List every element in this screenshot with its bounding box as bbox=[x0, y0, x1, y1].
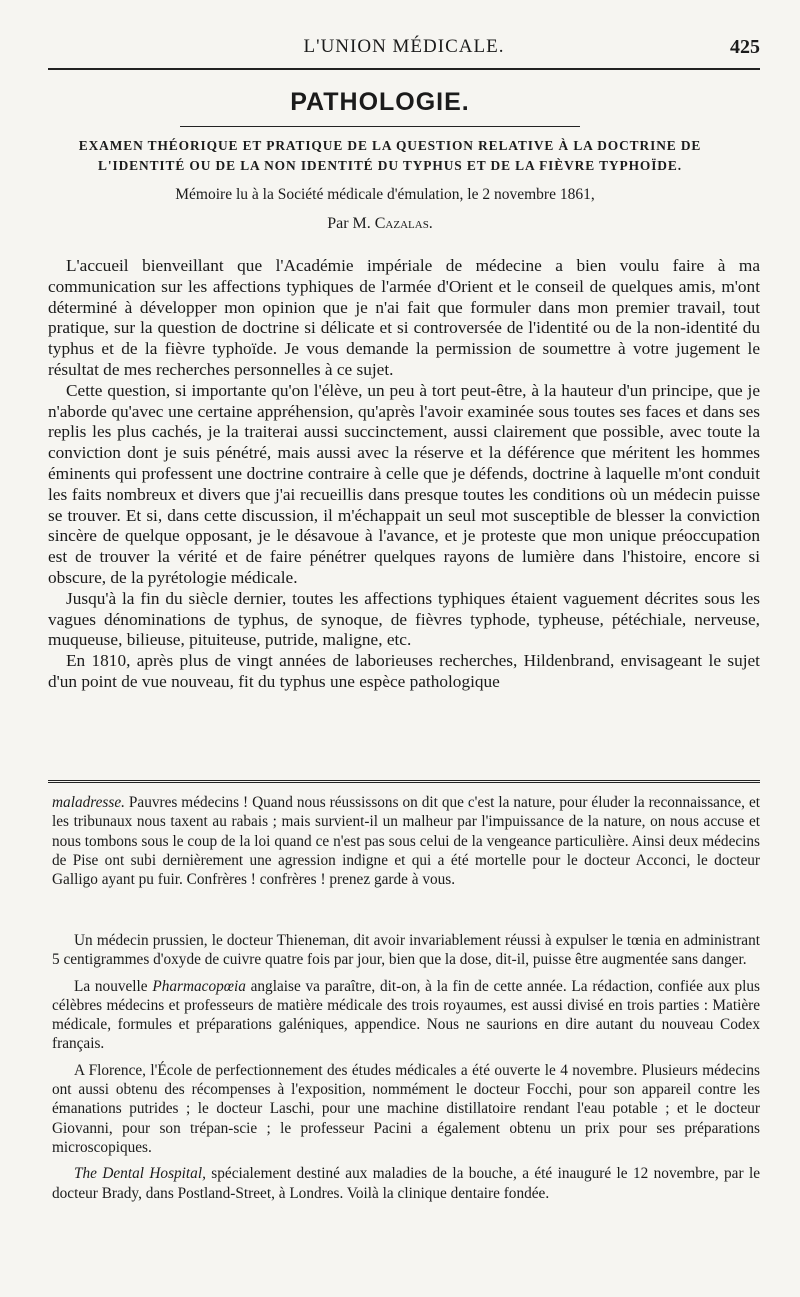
header-rule bbox=[48, 68, 760, 70]
dental-hospital-title: The Dental Hospital, bbox=[74, 1165, 206, 1183]
article-paragraph: L'accueil bienveillant que l'Académie impériale de médecine a bien voulu faire à ma communication sur les affections typhiques de l'armée d'Orient et le conseil de quelques amis, m'ont déterminé à développer mon opinion que je n'ai fait que formuler dans mon premier travail, tout pratique, sur la question de doctrine si délicate et si controversée de l'identité ou de la non-identité du typhus et de la fièvre typhoïde. Je vous demande la permission de soumettre à votre jugement le résultat de mes recherches personnelles à ce sujet. bbox=[48, 256, 760, 379]
news-text: spécialement destiné aux maladies de la bouche, a été inauguré le 12 novembre, par le docteur Brady, dans Postland-Street, à Londres. Voilà la clinique dentaire fondée. bbox=[52, 1165, 761, 1202]
article-paragraph: En 1810, après plus de vingt années de laborieuses recherches, Hildenbrand, envisageant le sujet d'un point de vue nouveau, fit du typhus une espèce pathologique bbox=[48, 651, 760, 691]
news-item-dental-hospital bbox=[52, 1164, 760, 1203]
article-body bbox=[48, 256, 760, 693]
news-item-florence: A Florence, l'École de perfectionnement des études médicales a été ouverte le 4 novembre. Plusieurs médecins ont aussi obtenu des récompenses à l'exposition, nommément le docteur Focchi, pour son appareil contre les émanations putrides ; le docteur Laschi, pour une machine distillatoire rendant l'eau potable ; et le docteur Giovanni, pour son trépan-scie ; le professeur Pacini a également obtenu un prix pour ses préparations microscopiques. bbox=[52, 1061, 760, 1156]
news-item-pharmacopoeia bbox=[52, 977, 760, 1054]
title-rule bbox=[180, 126, 580, 127]
running-head bbox=[48, 36, 760, 62]
article-heading: EXAMEN THÉORIQUE ET PRATIQUE DE LA QUESTION RELATIVE À LA DOCTRINE DE L'IDENTITÉ OU DE LA NON IDENTITÉ DU TYPHUS ET DE LA FIÈVRE TYPHOÏDE. bbox=[78, 138, 702, 173]
article-paragraph: Cette question, si importante qu'on l'élève, un peu à tort peut-être, à la hauteur d'un principe, que je n'aborde qu'avec une certaine appréhension, qu'après l'avoir examinée sous toutes ses faces et dans ses replis les plus cachés, je la traiterai aussi succinctement, aussi clairement que possible, avec toute la conviction dont je suis pénétré, mais aussi avec la réserve et la déférence que méritent les hommes éminents qui professent une doctrine contraire à celle que je défends, doctrine à laquelle m'ont conduit les faits nombreux et divers que j'ai recueillis dans presque toutes les conditions où un médecin puisse se trouver. Et si, dans cette discussion, il m'échappait un seul mot susceptible de blesser la conviction sincère de quelque opposant, je le désavoue à l'avance, et je proteste que mon unique préoccupation est de trouver la vérité et de faire pénétrer quelques rayons de lumière dans l'histoire, encore si obscure, de la pyrétologie médicale. bbox=[48, 380, 760, 587]
footnote-italic-word: maladresse. bbox=[52, 794, 125, 811]
author-line bbox=[0, 215, 760, 233]
news-text: anglaise va paraître, dit-on, à la fin de cette année. La rédaction, confiée aux plus célèbres médecins et professeurs de matière médicale des trois royaumes, est aussi divisé en trois parties : Matière médicale, formules et préparations galéniques, appendice. Nous ne saurions en dire autant du nouveau Codex français. bbox=[52, 977, 760, 1053]
footnote bbox=[52, 793, 760, 889]
article-paragraph: Jusqu'à la fin du siècle dernier, toutes les affections typhiques étaient vaguement décrites sous les vagues dénominations de typhus, de synoque, de fièvres typhode, typheuse, pétéchiale, nerveuse, muqueuse, bilieuse, pituiteuse, putride, maligne, etc. bbox=[48, 588, 760, 650]
memoire-note: Mémoire lu à la Société médicale d'émulation, le 2 novembre 1861, bbox=[175, 186, 595, 203]
news-text: La nouvelle bbox=[74, 977, 153, 995]
page-number: 425 bbox=[730, 36, 760, 58]
journal-title: L'UNION MÉDICALE. bbox=[303, 36, 505, 57]
author-prefix: Par M. bbox=[327, 215, 371, 232]
footnote-rule bbox=[48, 780, 760, 783]
pharmacopoeia-title: Pharmacopœia bbox=[152, 977, 246, 995]
footnote-paragraph bbox=[52, 793, 760, 889]
news-section bbox=[52, 931, 760, 1210]
section-title: PATHOLOGIE. bbox=[290, 88, 470, 116]
news-item-thieneman: Un médecin prussien, le docteur Thieneman, dit avoir invariablement réussi à expulser le tœnia en administrant 5 centigrammes d'oxyde de cuivre quatre fois par jour, bien que la dose, dit-il, puisse être augmentée sans danger. bbox=[52, 932, 760, 969]
footnote-text: Pauvres médecins ! Quand nous réussissons on dit que c'est la nature, pour éluder la reconnaissance, et les tribunaux nous taxent au rabais ; mais survient-il un malheur par l'impuissance de la nature, on nous accuse et nous tombons sous le coup de la loi quand ce n'est pas sous celui de la vengeance particulière. Ainsi deux médecins de Pise ont subi dernièrement une agression indigne et qui a été mortelle pour le docteur Acconci, le docteur Galligo ayant pu fuir. Confrères ! confrères ! prenez garde à vous. bbox=[52, 794, 760, 889]
author-name: Cazalas. bbox=[374, 215, 433, 232]
